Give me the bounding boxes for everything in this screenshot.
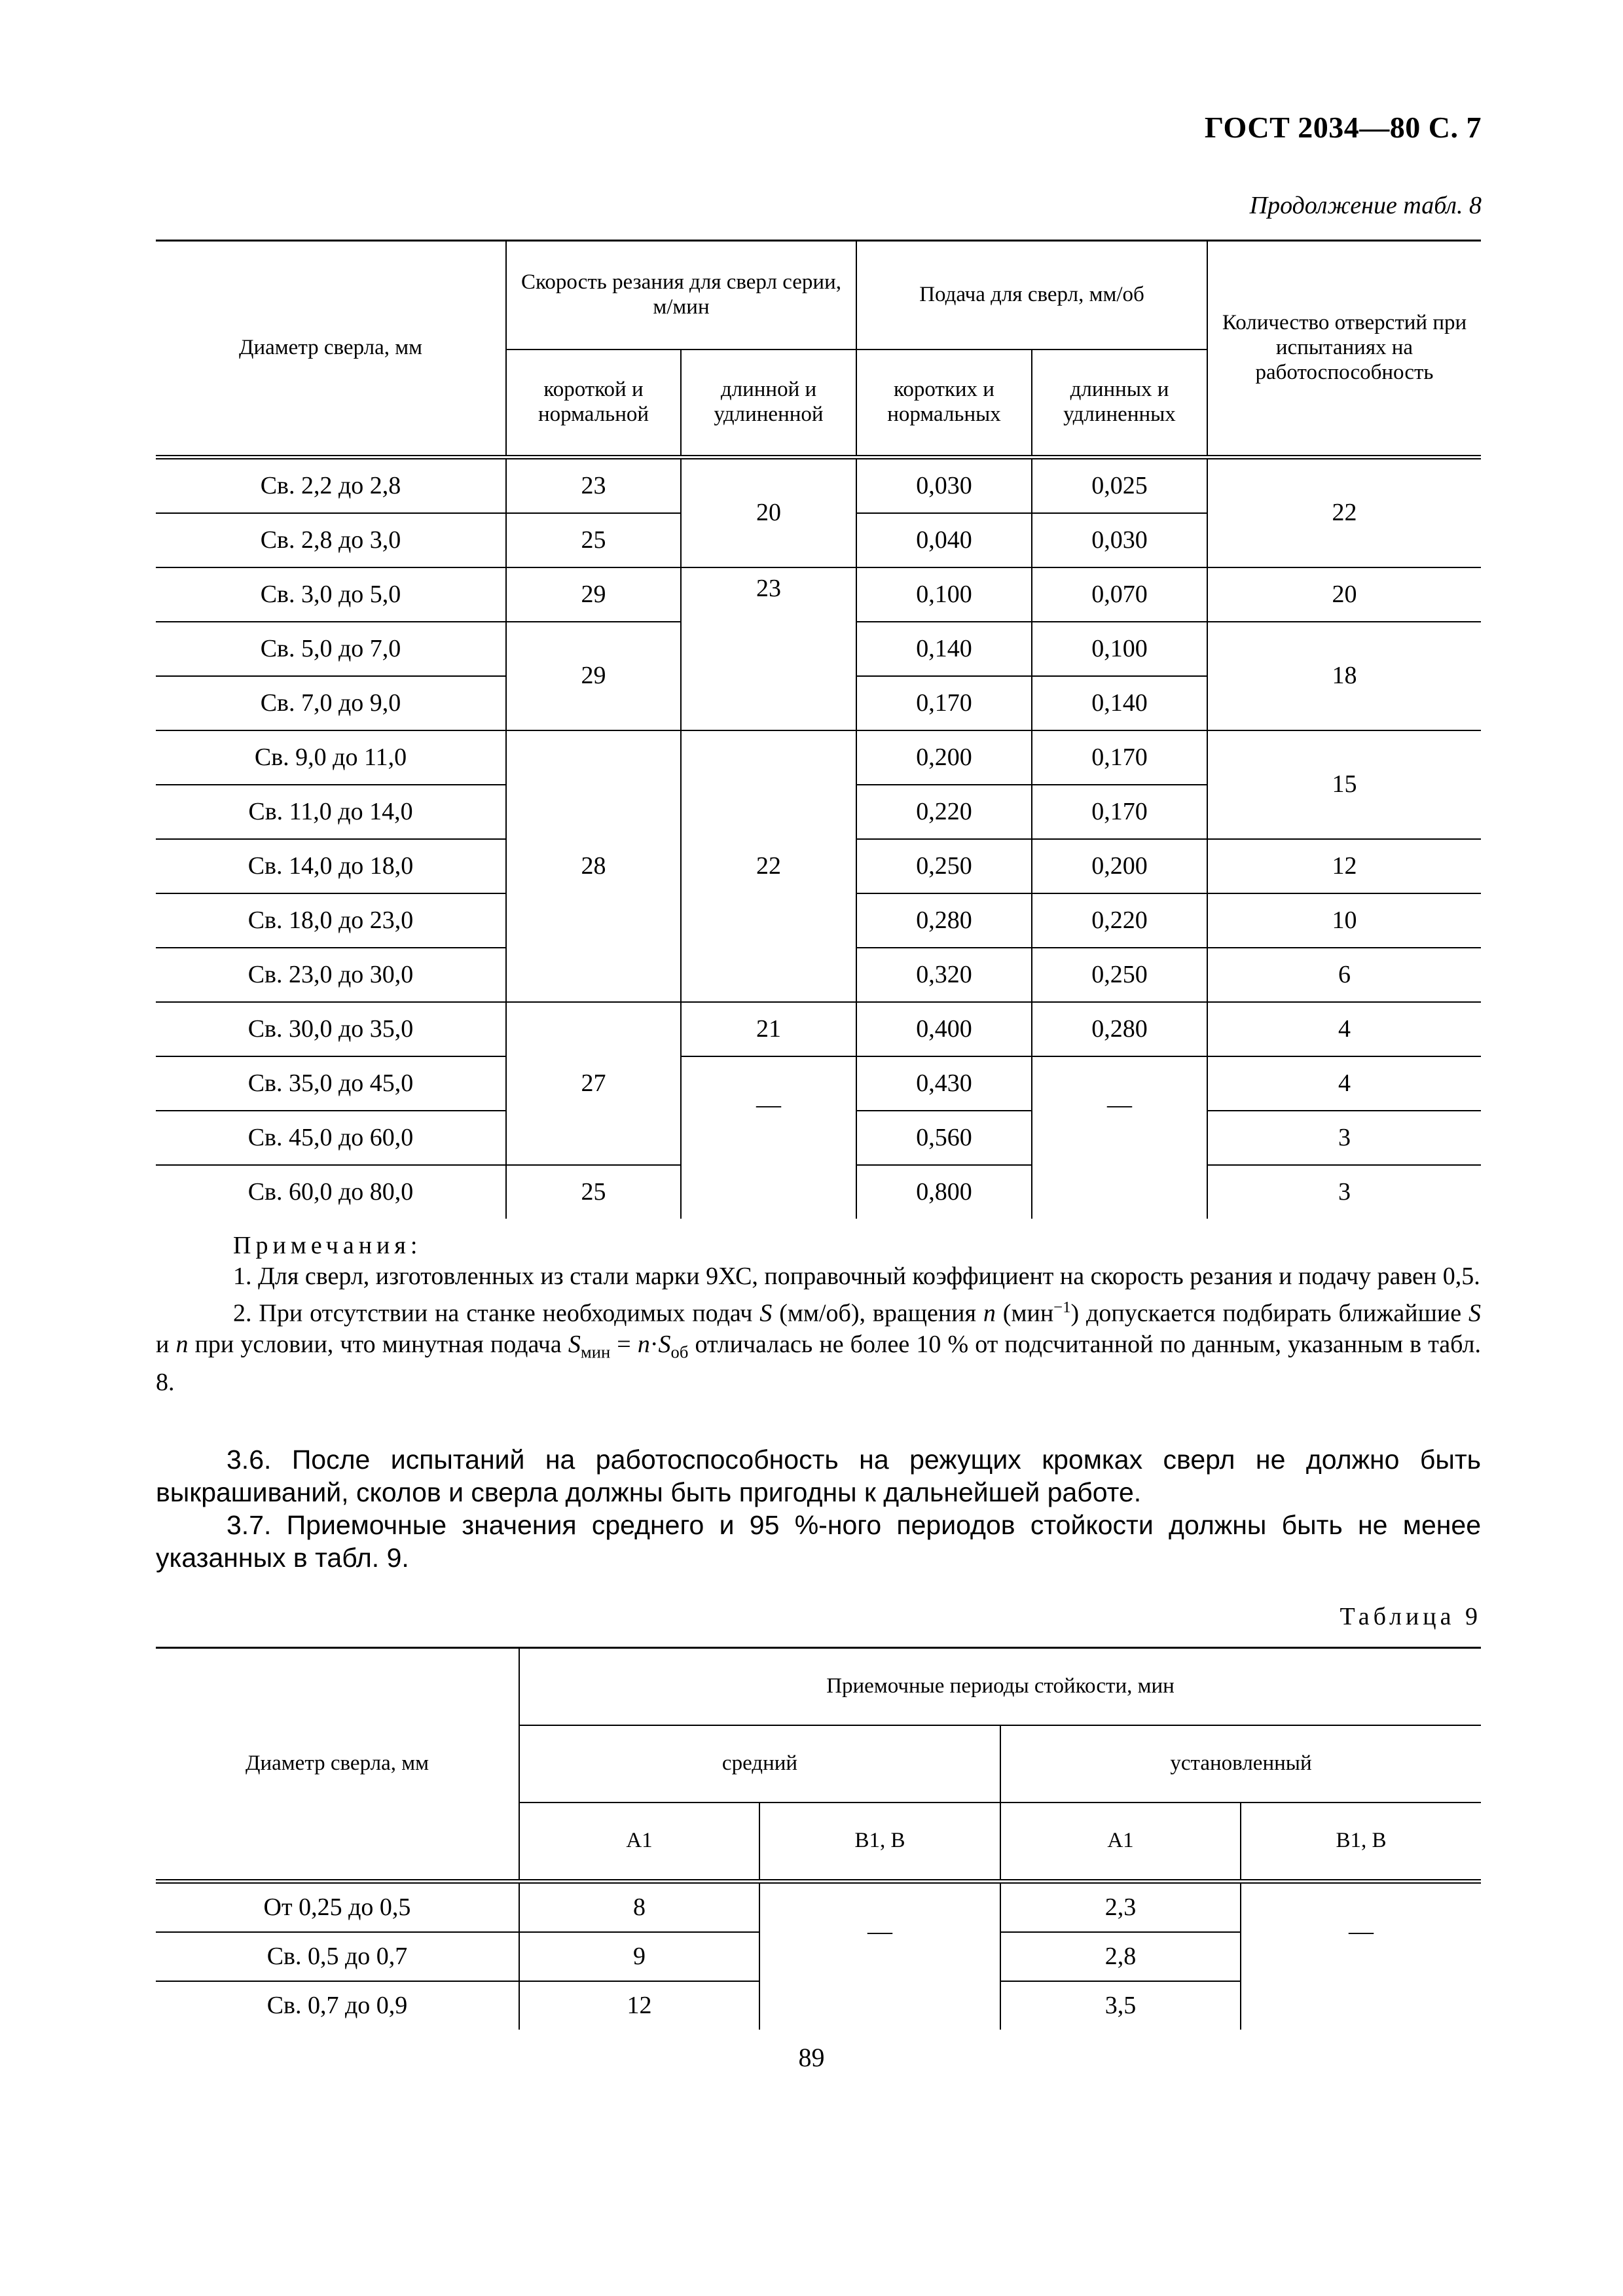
diameter-cell: Св. 0,5 до 0,7 xyxy=(156,1932,519,1981)
avg-a1-cell: 8 xyxy=(519,1882,759,1933)
speed-long-cell: 23 xyxy=(681,567,856,730)
feed-long-cell: 0,170 xyxy=(1032,785,1207,839)
feed-long-dash-cell: — xyxy=(1032,1056,1207,1219)
holes-cell: 20 xyxy=(1207,567,1481,622)
feed-short-cell: 0,400 xyxy=(856,1002,1032,1056)
speed-short-cell: 25 xyxy=(506,513,681,567)
feed-short-cell: 0,800 xyxy=(856,1165,1032,1219)
table-row xyxy=(156,1882,1481,1933)
paragraph-3-6: 3.6. После испытаний на работоспособность на режущих кромках сверл не должно быть выкрашиваний, сколов и сверла должны быть пригодны к дальнейшей работе. xyxy=(156,1444,1481,1507)
feed-short-cell: 0,200 xyxy=(856,730,1032,785)
sub-feed-long-header: длинных и удлиненных xyxy=(1032,350,1207,457)
set-a1-cell: 2,3 xyxy=(1000,1882,1241,1933)
feed-short-cell: 0,030 xyxy=(856,457,1032,514)
holes-cell: 18 xyxy=(1207,622,1481,730)
table-9-caption: Таблица 9 xyxy=(1340,1603,1482,1630)
table-row xyxy=(156,1056,1481,1111)
body-text xyxy=(156,1443,1481,1574)
t9-sub-b1b-header: B1, B xyxy=(759,1803,1000,1882)
holes-cell: 10 xyxy=(1207,893,1481,948)
standard-header: ГОСТ 2034—80 С. 7 xyxy=(1204,111,1482,144)
feed-short-cell: 0,250 xyxy=(856,839,1032,893)
diameter-cell: Св. 2,8 до 3,0 xyxy=(156,513,506,567)
feed-short-cell: 0,220 xyxy=(856,785,1032,839)
t9-col-set-header: установленный xyxy=(1000,1725,1481,1803)
speed-long-cell: 21 xyxy=(681,1002,856,1056)
set-a1-cell: 3,5 xyxy=(1000,1981,1241,2030)
t9-sub-b1b-header: B1, B xyxy=(1241,1803,1481,1882)
diameter-cell: Св. 11,0 до 14,0 xyxy=(156,785,506,839)
avg-b1b-dash-cell: — xyxy=(759,1882,1000,2030)
set-a1-cell: 2,8 xyxy=(1000,1932,1241,1981)
feed-long-cell: 0,025 xyxy=(1032,457,1207,514)
note-1: 1. Для сверл, изготовленных из стали марки 9ХС, поправочный коэффициент на скорость резания и подачу равен 0,5. xyxy=(233,1263,1480,1290)
speed-long-dash-cell: — xyxy=(681,1056,856,1219)
sub-feed-short-header: коротких и нормальных xyxy=(856,350,1032,457)
diameter-cell: Св. 18,0 до 23,0 xyxy=(156,893,506,948)
diameter-cell: Св. 45,0 до 60,0 xyxy=(156,1111,506,1165)
diameter-cell: Св. 3,0 до 5,0 xyxy=(156,567,506,622)
feed-long-cell: 0,220 xyxy=(1032,893,1207,948)
feed-short-cell: 0,560 xyxy=(856,1111,1032,1165)
diameter-cell: Св. 9,0 до 11,0 xyxy=(156,730,506,785)
feed-short-cell: 0,320 xyxy=(856,948,1032,1002)
col-feed-header: Подача для сверл, мм/об xyxy=(856,241,1207,350)
feed-long-cell: 0,070 xyxy=(1032,567,1207,622)
holes-cell: 3 xyxy=(1207,1111,1481,1165)
diameter-cell: Св. 5,0 до 7,0 xyxy=(156,622,506,676)
table-row xyxy=(156,567,1481,622)
col-speed-header: Скорость резания для сверл серии, м/мин xyxy=(506,241,856,350)
holes-cell: 12 xyxy=(1207,839,1481,893)
holes-cell: 22 xyxy=(1207,457,1481,568)
note-2: 2. При отсутствии на станке необходимых подач S (мм/об), вращения n (мин$^{-1}$) допускается подбирать ближайшие S и n при условии, что минутная подача $S_{мин} = n\cdot S_{об}$ отличалась не более 10 % от подсчитанной по данным, указанным в табл. 8. xyxy=(156,1299,1481,1397)
feed-short-cell: 0,430 xyxy=(856,1056,1032,1111)
table-row xyxy=(156,1002,1481,1056)
paragraph-3-7: 3.7. Приемочные значения среднего и 95 %-ного периодов стойкости должны быть не менее указанных в табл. 9. xyxy=(156,1510,1481,1573)
sub-speed-long-header: длинной и удлиненной xyxy=(681,350,856,457)
speed-short-cell: 28 xyxy=(506,730,681,1002)
page-number: 89 xyxy=(798,2043,825,2072)
t9-sub-a1-header: A1 xyxy=(519,1803,759,1882)
notes-title: Примечания: xyxy=(233,1232,422,1259)
speed-short-cell: 29 xyxy=(506,622,681,730)
col-holes-header: Количество отверстий при испытаниях на работоспособность xyxy=(1207,241,1481,457)
avg-a1-cell: 12 xyxy=(519,1981,759,2030)
speed-long-cell: 20 xyxy=(681,457,856,568)
t9-col-periods-header: Приемочные периоды стойкости, мин xyxy=(519,1648,1481,1726)
col-diameter-header: Диаметр сверла, мм xyxy=(156,241,506,457)
notes-block xyxy=(156,1230,1481,1398)
diameter-cell: От 0,25 до 0,5 xyxy=(263,1893,411,1921)
set-b1b-dash-cell: — xyxy=(1241,1882,1481,2030)
speed-short-cell: 27 xyxy=(506,1002,681,1165)
t9-sub-a1-header: A1 xyxy=(1000,1803,1241,1882)
diameter-cell: Св. 7,0 до 9,0 xyxy=(156,676,506,730)
feed-long-cell: 0,100 xyxy=(1032,622,1207,676)
sub-speed-short-header: короткой и нормальной xyxy=(506,350,681,457)
table-8 xyxy=(156,240,1481,1219)
diameter-cell: Св. 23,0 до 30,0 xyxy=(156,948,506,1002)
feed-long-cell: 0,250 xyxy=(1032,948,1207,1002)
feed-long-cell: 0,200 xyxy=(1032,839,1207,893)
diameter-cell: Св. 0,7 до 0,9 xyxy=(156,1981,519,2030)
table-9 xyxy=(156,1647,1481,2030)
feed-short-cell: 0,100 xyxy=(856,567,1032,622)
diameter-cell: Св. 30,0 до 35,0 xyxy=(156,1002,506,1056)
t9-col-avg-header: средний xyxy=(519,1725,1000,1803)
feed-short-cell: 0,040 xyxy=(856,513,1032,567)
speed-long-cell: 22 xyxy=(681,730,856,1002)
table-row xyxy=(156,730,1481,785)
holes-cell: 15 xyxy=(1207,730,1481,839)
feed-long-cell: 0,140 xyxy=(1032,676,1207,730)
table-row xyxy=(156,457,1481,514)
feed-short-cell: 0,140 xyxy=(856,622,1032,676)
holes-cell: 4 xyxy=(1207,1002,1481,1056)
avg-a1-cell: 9 xyxy=(519,1932,759,1981)
speed-short-cell: 25 xyxy=(506,1165,681,1219)
feed-long-cell: 0,280 xyxy=(1032,1002,1207,1056)
holes-cell: 3 xyxy=(1207,1165,1481,1219)
speed-short-cell: 29 xyxy=(506,567,681,622)
holes-cell: 6 xyxy=(1207,948,1481,1002)
feed-short-cell: 0,170 xyxy=(856,676,1032,730)
feed-long-cell: 0,170 xyxy=(1032,730,1207,785)
table-continuation-label: Продолжение табл. 8 xyxy=(1249,192,1482,219)
diameter-cell: Св. 35,0 до 45,0 xyxy=(156,1056,506,1111)
diameter-cell: Св. 14,0 до 18,0 xyxy=(156,839,506,893)
t9-col-diameter-header: Диаметр сверла, мм xyxy=(156,1648,519,1882)
feed-short-cell: 0,280 xyxy=(856,893,1032,948)
holes-cell: 4 xyxy=(1207,1056,1481,1111)
speed-short-cell: 23 xyxy=(506,457,681,514)
diameter-cell: Св. 2,2 до 2,8 xyxy=(260,471,401,499)
feed-long-cell: 0,030 xyxy=(1032,513,1207,567)
diameter-cell: Св. 60,0 до 80,0 xyxy=(156,1165,506,1219)
